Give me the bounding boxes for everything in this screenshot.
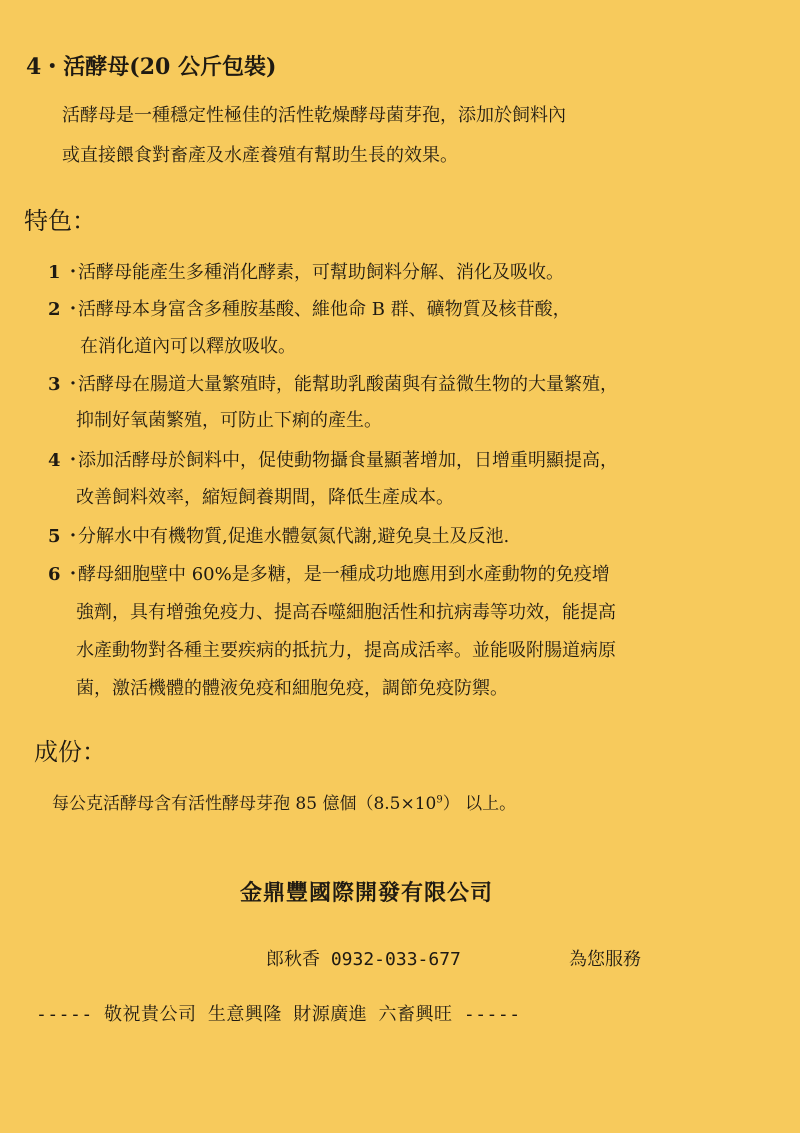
feature-item-4: 4 ・添加活酵母於飼料中，促使動物攝食量顯著增加，日增重明顯提高， [48,450,618,471]
contact-info: 郎秋香 0932-033-677 [266,949,461,970]
feature-item-6-cont-2: 水產動物對各種主要疾病的抵抗力，提高成活率。並能吸附腸道病原 [76,640,616,661]
feature-number: 4 [48,450,61,471]
feature-item-6-cont-3: 菌，激活機體的體液免疫和細胞免疫，調節免疫防禦。 [76,678,508,699]
intro-line-1: 活酵母是一種穩定性極佳的活性乾燥酵母菌芽孢，添加於飼料內 [62,105,566,126]
service-note: 為您服務 [569,949,641,970]
product-heading: 4・活酵母(20 公斤包裝) [26,54,277,80]
composition-exponent: 9 [436,794,443,806]
blessing-line: ----- 敬祝貴公司 生意興隆 財源廣進 六畜興旺 ----- [36,1004,521,1025]
intro-line-2: 或直接餵食對畜產及水產養殖有幫助生長的效果。 [62,145,458,166]
feature-text: 活酵母本身富含多種胺基酸、維他命 B 群、礦物質及核苷酸， [78,299,571,320]
composition-text-main: 每公克活酵母含有活性酵母芽孢 85 億個（8.5×10 [52,794,437,814]
feature-number: 2 [48,299,61,320]
company-name: 金鼎豐國際開發有限公司 [239,881,493,906]
feature-number: 5 [48,526,61,547]
features-heading: 特色： [24,207,96,235]
feature-number: 1 [48,262,61,283]
feature-text: 酵母細胞壁中 60%是多糖，是一種成功地應用到水產動物的免疫增 [78,564,610,585]
feature-item-2-cont: 在消化道內可以釋放吸收。 [80,336,296,357]
feature-item-3-cont: 抑制好氧菌繁殖，可防止下痢的產生。 [76,410,382,431]
feature-text: 活酵母在腸道大量繁殖時，能幫助乳酸菌與有益微生物的大量繁殖， [78,374,618,395]
feature-item-1: 1 ・活酵母能產生多種消化酵素，可幫助飼料分解、消化及吸收。 [48,262,564,283]
feature-text: 活酵母能產生多種消化酵素，可幫助飼料分解、消化及吸收。 [78,262,564,283]
feature-number: 6 [48,564,61,585]
composition-text [52,789,516,814]
feature-item-6: 6 ・酵母細胞壁中 60%是多糖，是一種成功地應用到水產動物的免疫增 [48,564,610,585]
feature-text: 分解水中有機物質,促進水體氨氮代謝,避免臭土及反池. [78,526,510,547]
composition-heading: 成份： [34,738,106,766]
feature-item-6-cont-1: 強劑，具有增強免疫力、提高吞噬細胞活性和抗病毒等功效，能提高 [76,602,616,623]
feature-text: 添加活酵母於飼料中，促使動物攝食量顯著增加，日增重明顯提高， [78,450,618,471]
feature-item-4-cont: 改善飼料效率，縮短飼養期間，降低生產成本。 [76,487,454,508]
feature-item-3: 3 ・活酵母在腸道大量繁殖時，能幫助乳酸菌與有益微生物的大量繁殖， [48,374,618,395]
feature-number: 3 [48,374,61,395]
feature-item-2: 2 ・活酵母本身富含多種胺基酸、維他命 B 群、礦物質及核苷酸， [48,299,571,320]
composition-text-end: ） 以上。 [442,794,517,814]
feature-item-5: 5 ・分解水中有機物質,促進水體氨氮代謝,避免臭土及反池. [48,526,510,547]
